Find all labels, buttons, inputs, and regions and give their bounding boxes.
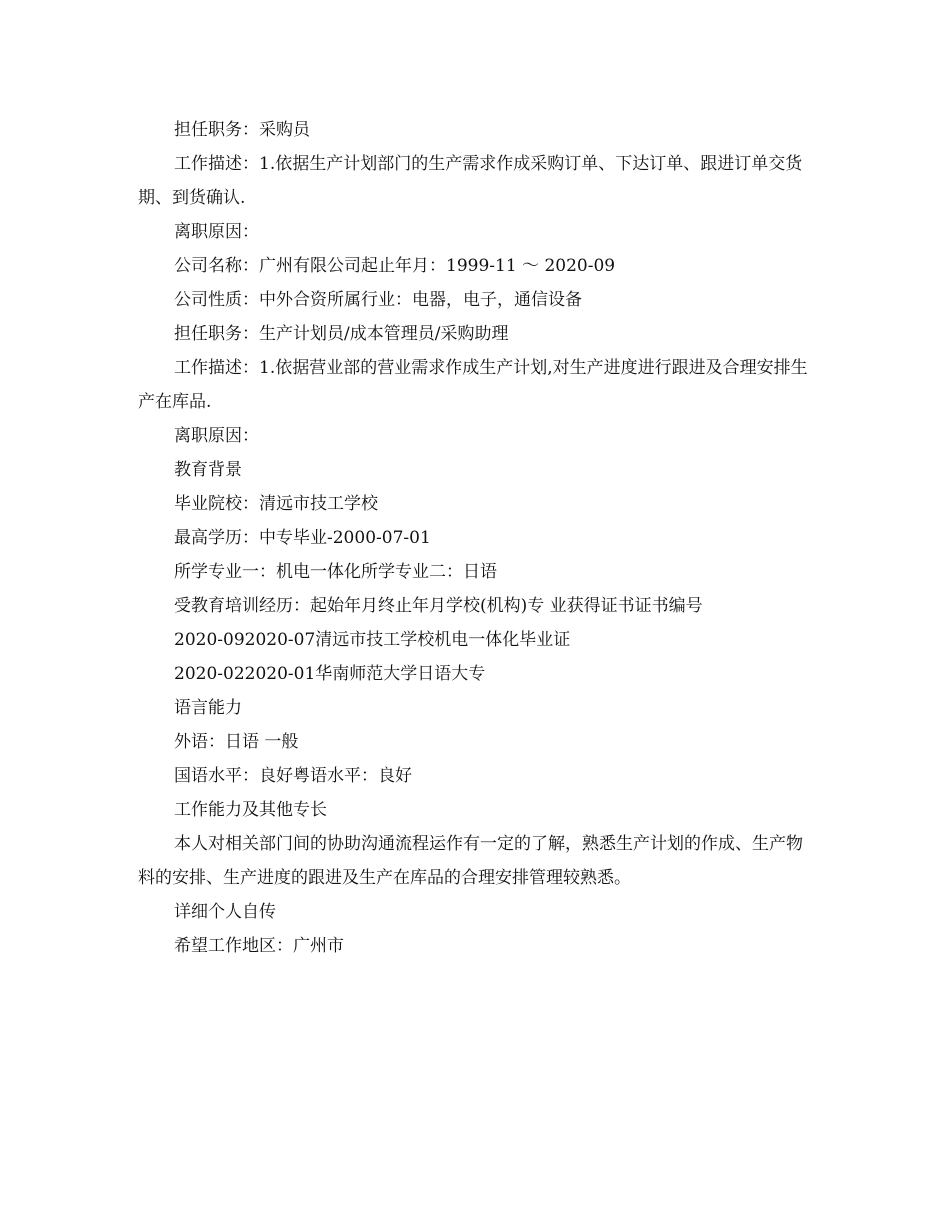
education-heading: 教育背景 (174, 460, 242, 480)
desired-location-line: 希望工作地区：广州市 (174, 936, 344, 956)
skills-heading: 工作能力及其他专长 (174, 800, 327, 820)
training-row-2: 2020-022020-01华南师范大学日语大专 (174, 664, 486, 684)
company-nature-line: 公司性质：中外合资所属行业：电器，电子，通信设备 (174, 290, 582, 310)
skills-description: 本人对相关部门间的协助沟通流程运作有一定的了解，熟悉生产计划的作成、生产物料的安排、生产进度的跟进及生产在库品的合理安排管理较熟悉。 (138, 834, 803, 888)
job-description-2: 工作描述：1.依据营业部的营业需求作成生产计划,对生产进度进行跟进及合理安排生产在库品. (138, 358, 808, 412)
leave-reason-2: 离职原因： (174, 426, 259, 446)
position-line-2: 担任职务：生产计划员/成本管理员/采购助理 (174, 324, 509, 344)
major-line: 所学专业一：机电一体化所学专业二：日语 (174, 562, 497, 582)
language-heading: 语言能力 (174, 698, 242, 718)
job-description-1: 工作描述：1.依据生产计划部门的生产需求作成采购订单、下达订单、跟进订单交货期、到货确认. (138, 154, 803, 208)
document-body (138, 113, 818, 963)
autobiography-heading: 详细个人自传 (174, 902, 276, 922)
training-row-1: 2020-092020-07清远市技工学校机电一体化毕业证 (174, 630, 571, 650)
degree-line: 最高学历：中专毕业-2000-07-01 (174, 528, 431, 548)
company-name-line: 公司名称：广州有限公司起止年月：1999-11 ～ 2020-09 (174, 256, 616, 276)
dialect-level-line: 国语水平：良好粤语水平：良好 (174, 766, 412, 786)
school-line: 毕业院校：清远市技工学校 (174, 494, 378, 514)
training-header-line: 受教育培训经历：起始年月终止年月学校(机构)专 业获得证书证书编号 (174, 596, 703, 616)
foreign-language-line: 外语：日语 一般 (174, 732, 299, 752)
position-line-1: 担任职务：采购员 (174, 120, 310, 140)
leave-reason-1: 离职原因： (174, 222, 259, 242)
